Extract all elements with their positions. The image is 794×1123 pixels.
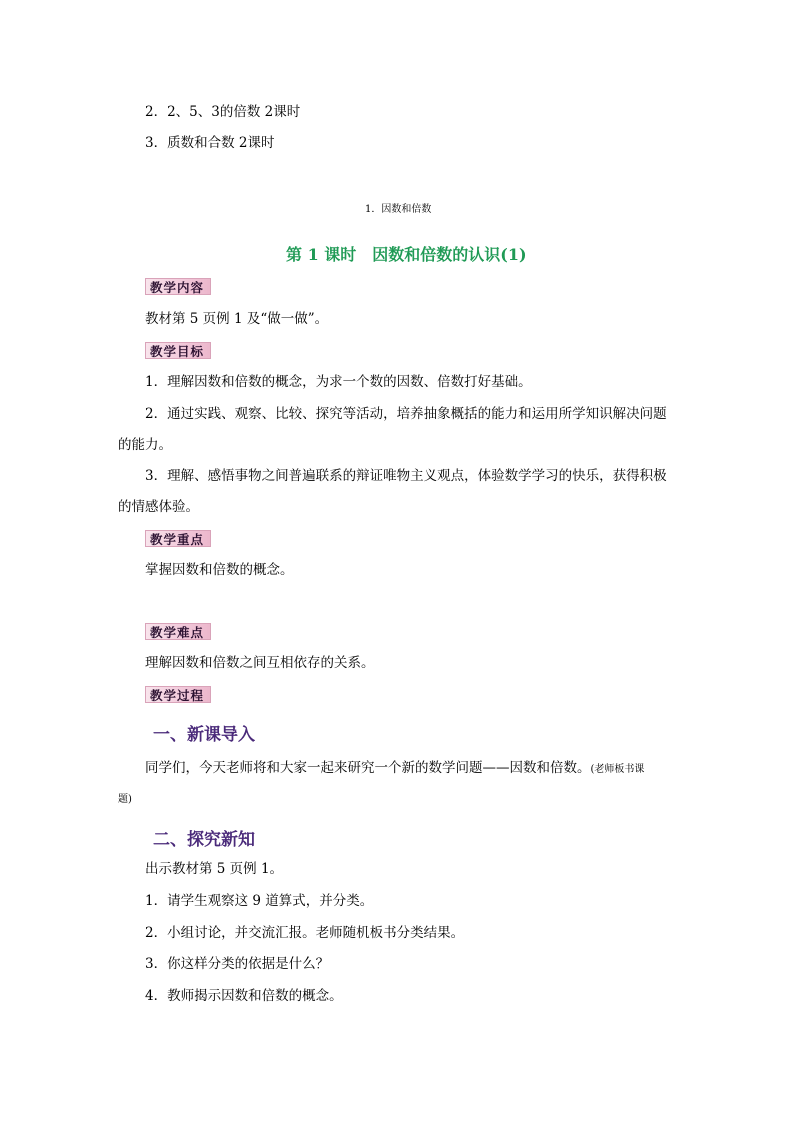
- key-points-text: 掌握因数和倍数的概念。: [145, 562, 294, 578]
- difficulties-text: 理解因数和倍数之间互相依存的关系。: [145, 655, 375, 671]
- explore-item: 1．请学生观察这 9 道算式，并分类。: [145, 893, 374, 909]
- goal-line: 的能力。: [118, 437, 172, 453]
- goal-line: 3．理解、感悟事物之间普遍联系的辩证唯物主义观点，体验数学学习的快乐，获得积极: [145, 468, 667, 484]
- label-goals: 教学目标: [145, 342, 211, 359]
- goal-line: 2．通过实践、观察、比较、探究等活动，培养抽象概括的能力和运用所学知识解决问题: [145, 406, 667, 422]
- section-title-intro: 一、新课导入: [153, 725, 255, 745]
- intro-note: (老师板书课: [590, 764, 645, 775]
- explore-item: 2．小组讨论，并交流汇报。老师随机板书分类结果。: [145, 925, 465, 941]
- label-key-points: 教学重点: [145, 530, 211, 547]
- lesson-title: 第 1 课时 因数和倍数的认识(1): [286, 245, 527, 264]
- unit-heading: 1．因数和倍数: [365, 204, 432, 215]
- content-text: 教材第 5 页例 1 及“做一做”。: [145, 311, 329, 327]
- outline-item: 3．质数和合数 2课时: [145, 135, 275, 151]
- section-title-explore: 二、探究新知: [153, 830, 255, 850]
- explore-item: 4．教师揭示因数和倍数的概念。: [145, 988, 343, 1004]
- intro-note-continued: 题): [118, 794, 132, 805]
- goal-line: 的情感体验。: [118, 499, 199, 515]
- label-process: 教学过程: [145, 686, 211, 703]
- label-difficulties: 教学难点: [145, 623, 211, 640]
- intro-text: [145, 762, 644, 776]
- intro-text-main: 同学们，今天老师将和大家一起来研究一个新的数学问题——因数和倍数。: [145, 760, 591, 776]
- label-content: 教学内容: [145, 278, 211, 295]
- outline-item: 2．2、5、3的倍数 2课时: [145, 104, 301, 120]
- explore-item: 出示教材第 5 页例 1。: [145, 861, 284, 877]
- goal-line: 1．理解因数和倍数的概念，为求一个数的因数、倍数打好基础。: [145, 374, 532, 390]
- explore-item: 3．你这样分类的依据是什么？: [145, 956, 330, 972]
